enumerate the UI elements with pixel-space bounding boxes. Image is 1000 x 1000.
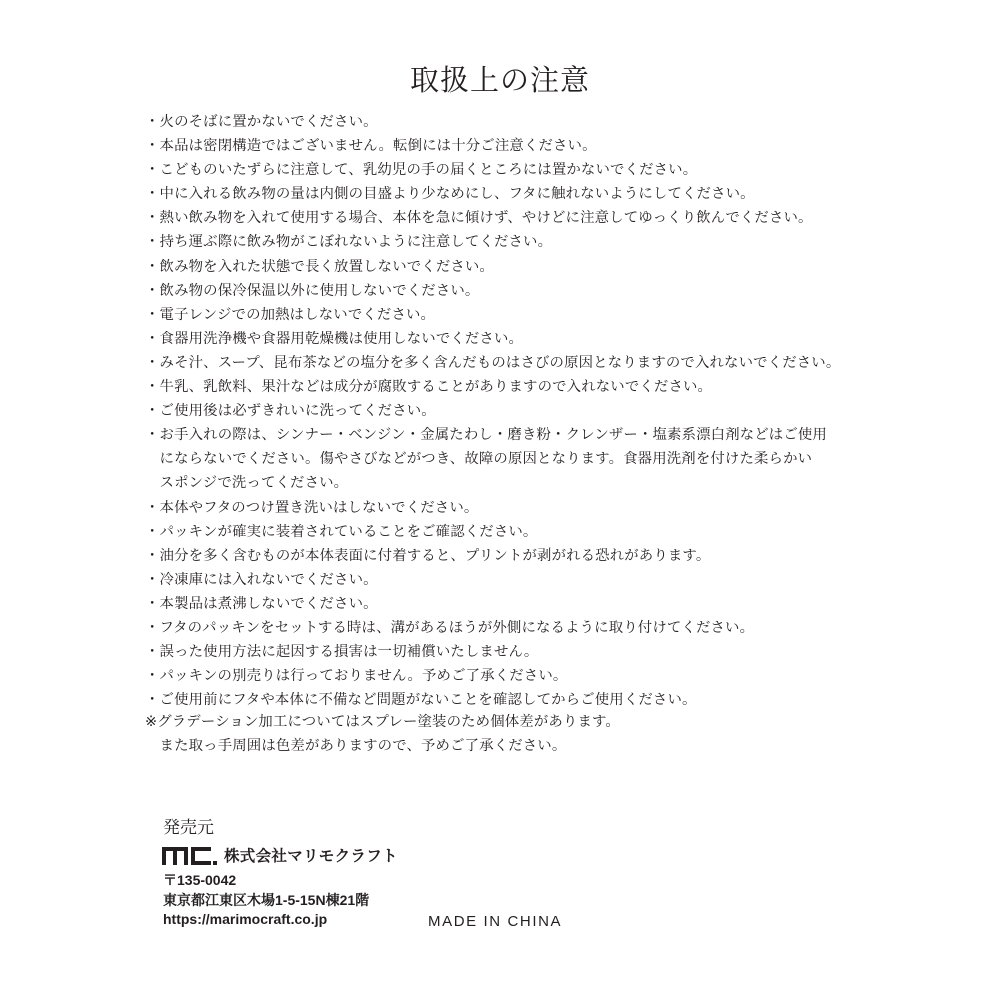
seller-brand bbox=[162, 845, 398, 867]
seller-label: 発売元 bbox=[163, 818, 214, 838]
caution-item: ・牛乳、乳飲料、果汁などは成分が腐敗することがありますので入れないでください。 bbox=[145, 379, 713, 396]
postal-code: 〒135-0042 bbox=[163, 872, 237, 888]
caution-item: ・食器用洗浄機や食器用乾燥機は使用しないでください。 bbox=[145, 330, 524, 347]
caution-item: ・火のそばに置かないでください。 bbox=[145, 114, 378, 130]
seller-address bbox=[163, 871, 369, 930]
caution-item: ・みそ汁、スープ、昆布茶などの塩分を多く含んだものはさびの原因となりますので入れないでください。 bbox=[145, 354, 841, 371]
page-title: 取扱上の注意 bbox=[409, 63, 590, 97]
caution-item: ・本品は密閉構造ではございません。転倒には十分ご注意ください。 bbox=[145, 138, 597, 155]
caution-item: ・本製品は煮沸しないでください。 bbox=[145, 595, 378, 612]
caution-item: ・本体やフタのつけ置き洗いはしないでください。 bbox=[145, 499, 479, 516]
caution-item: ・パッキンの別売りは行っておりません。予めご了承ください。 bbox=[145, 668, 568, 685]
caution-item: ・中に入れる飲み物の量は内側の目盛より少なめにし、フタに触れないようにしてください。 bbox=[145, 186, 755, 203]
marimocraft-logo-icon bbox=[162, 846, 218, 866]
company-name: 株式会社マリモクラフト bbox=[224, 847, 398, 865]
caution-item: ・飲み物を入れた状態で長く放置しないでください。 bbox=[145, 258, 494, 275]
caution-item: ・ご使用前にフタや本体に不備など問題がないことを確認してからご使用ください。 bbox=[145, 692, 697, 709]
caution-item: ・パッキンが確実に装着されていることをご確認ください。 bbox=[145, 523, 538, 540]
website-url: https://marimocraft.co.jp bbox=[163, 911, 328, 927]
gradient-footnote bbox=[145, 710, 865, 758]
caution-item: ・誤った使用方法に起因する損害は一切補償いたしません。 bbox=[145, 644, 539, 661]
caution-item: ・お手入れの際は、シンナー・ベンジン・金属たわし・磨き粉・クレンザー・塩素系漂白剤などはご使用 bbox=[145, 427, 827, 444]
caution-list bbox=[145, 110, 865, 712]
caution-item: ・持ち運ぶ際に飲み物がこぼれないように注意してください。 bbox=[145, 234, 553, 251]
caution-item: ・フタのパッキンをセットする時は、溝があるほうが外側になるように取り付けてください。 bbox=[145, 619, 755, 636]
caution-item: ・油分を多く含むものが本体表面に付着すると、プリントが剥がれる恐れがあります。 bbox=[145, 547, 711, 564]
caution-item: ・こどものいたずらに注意して、乳幼児の手の届くところには置かないでください。 bbox=[145, 162, 698, 179]
caution-item: ・ご使用後は必ずきれいに洗ってください。 bbox=[145, 403, 436, 420]
footnote-line: ※グラデーション加工についてはスプレー塗装のため個体差があります。 bbox=[145, 714, 620, 730]
caution-item: ・電子レンジでの加熱はしないでください。 bbox=[145, 306, 436, 323]
caution-item-continued: にならないでください。傷やさびなどがつき、故障の原因となります。食器用洗剤を付けた柔らかい bbox=[145, 451, 813, 468]
caution-item: ・熱い飲み物を入れて使用する場合、本体を急に傾けず、やけどに注意してゆっくり飲んでください。 bbox=[145, 210, 813, 227]
street-address: 東京都江東区木場1-5-15N棟21階 bbox=[163, 891, 370, 908]
caution-item: ・飲み物の保冷保温以外に使用しないでください。 bbox=[145, 282, 480, 299]
caution-item: ・冷凍庫には入れないでください。 bbox=[145, 571, 378, 588]
caution-item-continued: スポンジで洗ってください。 bbox=[145, 475, 349, 492]
country-of-origin: MADE IN CHINA bbox=[428, 913, 563, 930]
footnote-line: また取っ手周囲は色差がありますので、予めご了承ください。 bbox=[145, 738, 567, 755]
